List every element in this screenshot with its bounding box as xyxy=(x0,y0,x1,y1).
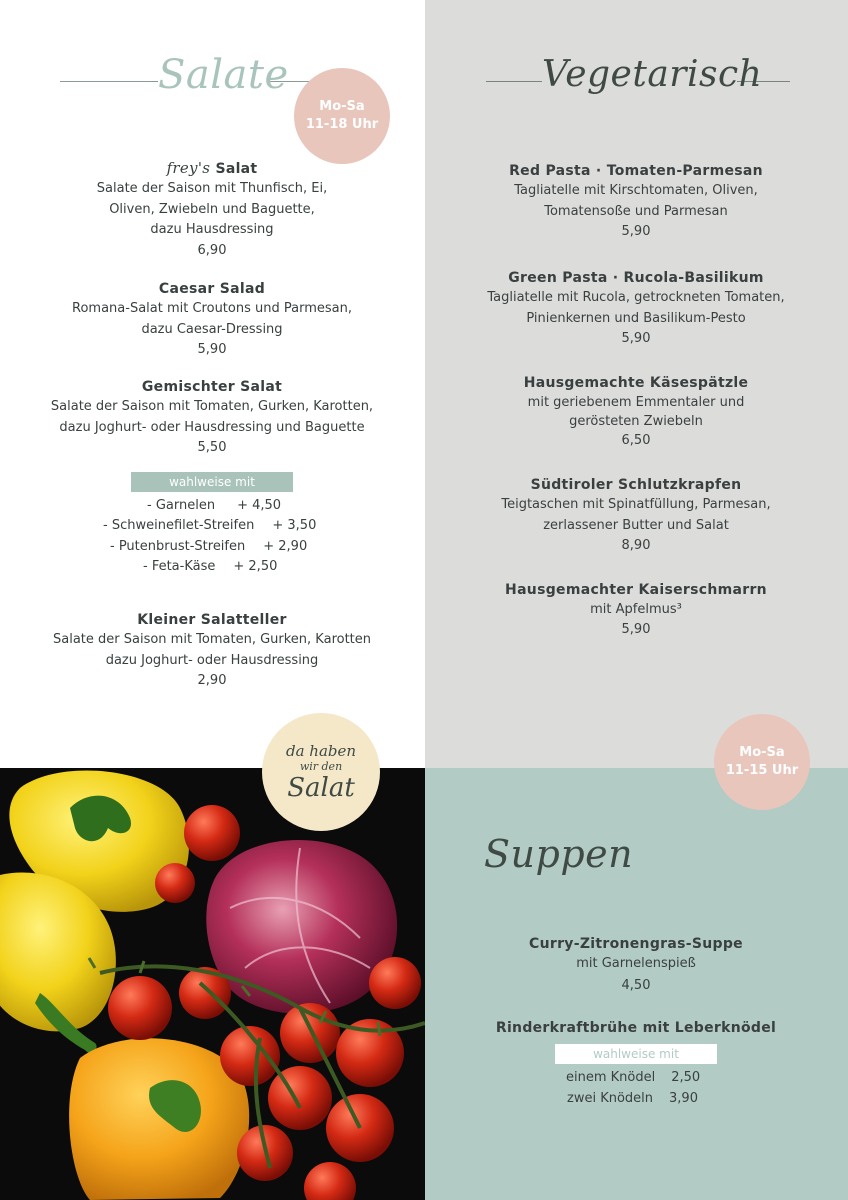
option-row: - Garnelen + 4,50 xyxy=(147,498,282,513)
item-name: Südtiroler Schlutzkrapfen xyxy=(530,477,742,493)
item-desc-line: zerlassener Butter und Salat xyxy=(543,517,729,533)
badge-hours: 11-18 Uhr xyxy=(305,117,379,132)
suppen-title: Suppen xyxy=(484,832,634,876)
salate-title: Salate xyxy=(158,52,289,98)
menu-item-curry-suppe xyxy=(446,934,826,997)
badge-days: Mo-Sa xyxy=(319,99,365,114)
item-desc-line: dazu Hausdressing xyxy=(150,222,274,237)
item-price: 6,50 xyxy=(621,433,651,448)
item-price: 2,90 xyxy=(197,673,227,688)
item-price: 5,90 xyxy=(621,331,651,346)
item-price: 5,90 xyxy=(621,621,651,637)
item-price: 5,50 xyxy=(197,440,227,455)
menu-item-freys-salat xyxy=(22,158,402,261)
options-label-bar: wahlweise mit xyxy=(555,1044,717,1064)
menu-item-schlutzkrapfen xyxy=(446,475,826,557)
vegetable-photo xyxy=(0,768,425,1200)
item-name: Hausgemachte Käsespätzle xyxy=(523,375,749,391)
suppen-hours-badge xyxy=(714,714,810,810)
item-desc-line: Salate der Saison mit Thunfisch, Ei, xyxy=(96,181,328,196)
item-price: 6,90 xyxy=(197,242,227,258)
item-desc-line: Tomatensoße und Parmesan xyxy=(544,203,728,219)
menu-item-caesar-salad xyxy=(22,279,402,361)
item-desc-line: dazu Joghurt- oder Hausdressing xyxy=(105,652,319,668)
item-price: 5,90 xyxy=(621,224,651,239)
option-row: einem Knödel 2,50 xyxy=(566,1070,701,1085)
item-desc-line: mit geriebenem Emmentaler und xyxy=(527,395,745,410)
item-price: 5,90 xyxy=(197,342,227,357)
menu-item-rinderkraftbruehe xyxy=(446,1018,826,1038)
item-name: Green Pasta · Rucola-Basilikum xyxy=(508,270,764,286)
item-desc-line: dazu Joghurt- oder Hausdressing und Baguette xyxy=(59,419,365,435)
item-desc-line: gerösteten Zwiebeln xyxy=(569,414,703,429)
title-rule-left xyxy=(486,81,542,82)
title-rule-left xyxy=(60,81,158,82)
item-name: Gemischter Salat xyxy=(141,379,283,395)
item-name: Red Pasta · Tomaten-Parmesan xyxy=(509,163,763,179)
item-desc-line: Salate der Saison mit Tomaten, Gurken, Karotten, xyxy=(50,399,374,414)
menu-item-kleiner-salatteller xyxy=(22,610,402,692)
item-desc-line: Teigtaschen mit Spinatfüllung, Parmesan, xyxy=(501,497,771,512)
option-row: zwei Knödeln 3,90 xyxy=(567,1091,698,1106)
item-price: 8,90 xyxy=(621,538,651,553)
salat-stamp: da haben wir den Salat xyxy=(262,713,380,831)
item-desc-line: Tagliatelle mit Kirschtomaten, Oliven, xyxy=(514,183,758,198)
menu-item-kaiserschmarrn xyxy=(446,580,826,639)
item-name: Kleiner Salatteller xyxy=(137,612,287,628)
item-name: Curry-Zitronengras-Suppe xyxy=(529,936,743,952)
menu-item-gemischter-salat xyxy=(22,377,402,459)
item-desc-line: mit Apfelmus³ xyxy=(590,602,682,617)
item-name: Hausgemachter Kaiserschmarrn xyxy=(505,582,767,598)
badge-days: Mo-Sa xyxy=(739,745,785,760)
item-name: Rinderkraftbrühe mit Leberknödel xyxy=(495,1020,777,1036)
item-price: 4,50 xyxy=(621,977,651,993)
item-desc-line: Tagliatelle mit Rucola, getrockneten Tomaten, xyxy=(487,290,785,305)
option-row: - Schweinefilet-Streifen + 3,50 xyxy=(103,518,317,533)
menu-item-green-pasta xyxy=(446,268,826,350)
item-name: Caesar Salad xyxy=(158,281,266,297)
item-desc-line: Pinienkernen und Basilikum-Pesto xyxy=(526,310,746,326)
vegetable-illustration xyxy=(0,768,425,1200)
item-desc-line: dazu Caesar-Dressing xyxy=(141,321,283,337)
item-desc-line: Romana-Salat mit Croutons und Parmesan, xyxy=(72,301,352,316)
item-desc-line: mit Garnelenspieß xyxy=(576,956,696,971)
salate-hours-badge xyxy=(294,68,390,164)
item-name: frey's Salat xyxy=(166,159,258,177)
badge-hours: 11-15 Uhr xyxy=(725,763,799,778)
vegetarisch-title: Vegetarisch xyxy=(542,54,763,95)
menu-item-kaesespaetzle xyxy=(446,373,826,450)
item-desc-line: Salate der Saison mit Tomaten, Gurken, Karotten xyxy=(52,632,372,647)
menu-item-red-pasta xyxy=(446,161,826,243)
option-row: - Feta-Käse + 2,50 xyxy=(143,559,278,574)
option-row: - Putenbrust-Streifen + 2,90 xyxy=(110,539,308,554)
options-label-bar: wahlweise mit xyxy=(131,472,293,492)
brand-logo: frey's xyxy=(166,159,211,177)
item-desc-line: Oliven, Zwiebeln und Baguette, xyxy=(109,201,315,217)
